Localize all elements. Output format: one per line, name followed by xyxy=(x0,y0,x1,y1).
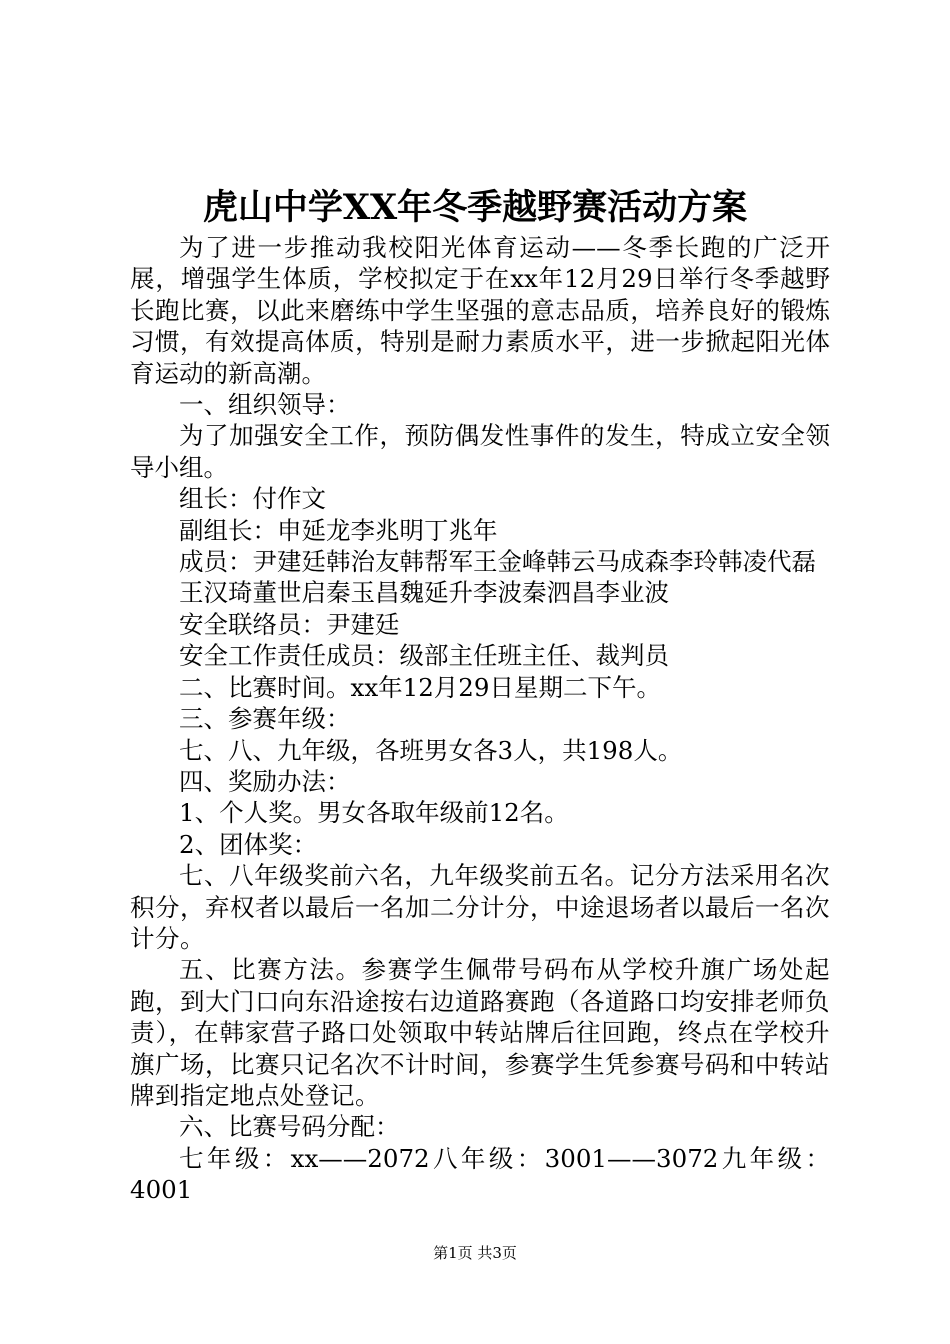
scoring-paragraph: 七、八年级奖前六名，九年级奖前五名。记分方法采用名次积分，弃权者以最后一名加二分计分，中途退场者以最后一名次计分。 xyxy=(130,861,830,953)
document-body xyxy=(130,232,830,1206)
group-leader-line: 组长：付作文 xyxy=(179,484,326,514)
members-line: 成员：尹建廷韩治友韩帮军王金峰韩云马成森李玲韩凌代磊 xyxy=(179,547,816,577)
safety-liaison-line: 安全联络员：尹建廷 xyxy=(179,609,400,639)
section-heading-awards: 四、奖励办法： xyxy=(179,766,351,796)
race-method-paragraph: 五、比赛方法。参赛学生佩带号码布从学校升旗广场处起跑，到大门口向东沿途按右边道路赛跑（各道路口均安排老师负责），在韩家营子路口处领取中转站牌后往回跑，终点在学校升旗广场，比赛只记名次不计时间，参赛学生凭参赛号码和中转站牌到指定地点处登记。 xyxy=(130,955,830,1110)
page-footer: 第1页 共3页 xyxy=(433,1244,517,1262)
members-line-continued: 王汉琦董世启秦玉昌魏延升李波秦泗昌李业波 xyxy=(179,578,669,608)
safety-group-paragraph: 为了加强安全工作，预防偶发性事件的发生，特成立安全领导小组。 xyxy=(130,421,830,482)
section-heading-grades: 三、参赛年级： xyxy=(179,704,351,734)
safety-responsible-line: 安全工作责任成员：级部主任班主任、裁判员 xyxy=(179,641,669,671)
section-heading-numbers: 六、比赛号码分配： xyxy=(179,1112,400,1142)
team-award-line: 2、团体奖： xyxy=(179,829,318,859)
section-heading-organization: 一、组织领导： xyxy=(179,390,351,420)
intro-paragraph: 为了进一步推动我校阳光体育运动——冬季长跑的广泛开展，增强学生体质，学校拟定于在xx年12月29日举行冬季越野长跑比赛，以此来磨练中学生坚强的意志品质，培养良好的锻炼习惯，有效提高体质，特别是耐力素质水平，进一步掀起阳光体育运动的新高潮。 xyxy=(130,233,830,388)
individual-award-line: 1、个人奖。男女各取年级前12名。 xyxy=(179,798,569,828)
document-title: 虎山中学XX年冬季越野赛活动方案 xyxy=(202,187,748,228)
number-allocation-line: 七年级：xx——2072八年级：3001——3072九年级：4001 xyxy=(130,1143,830,1205)
grades-line: 七、八、九年级，各班男女各3人，共198人。 xyxy=(179,735,683,765)
deputy-leader-line: 副组长：申延龙李兆明丁兆年 xyxy=(179,515,498,545)
section-heading-time: 二、比赛时间。xx年12月29日星期二下午。 xyxy=(179,672,661,702)
